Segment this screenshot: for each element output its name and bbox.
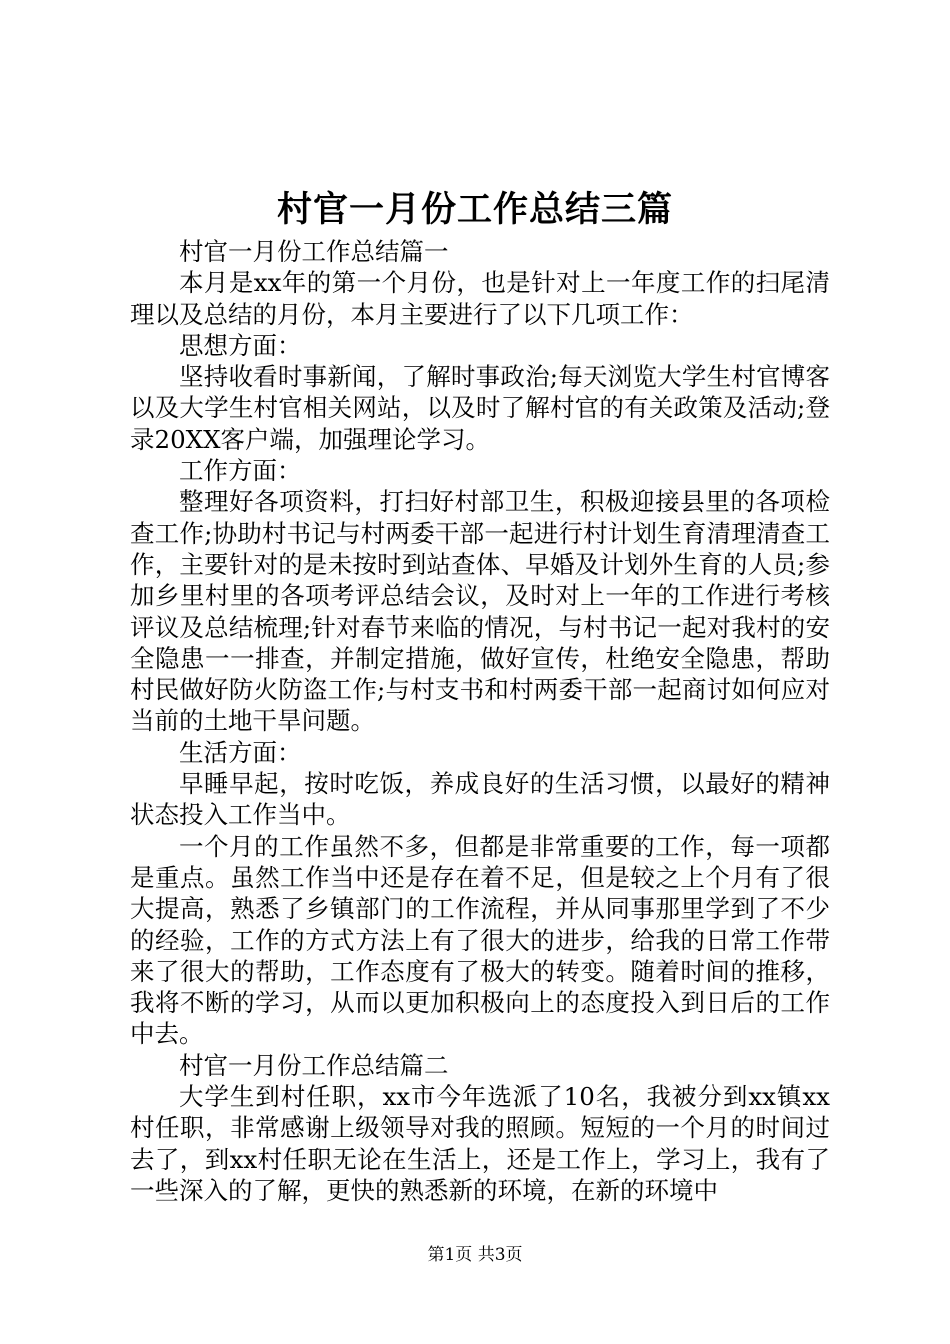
page-footer: 第1页 共3页: [427, 1245, 523, 1265]
paragraph: 本月是xx年的第一个月份，也是针对上一年度工作的扫尾清理以及总结的月份，本月主要进行了以下几项工作：: [130, 268, 830, 329]
paragraph: 早睡早起，按时吃饭，养成良好的生活习惯，以最好的精神状态投入工作当中。: [130, 769, 830, 830]
paragraph: 大学生到村任职，xx市今年选派了10名，我被分到xx镇xx村任职，非常感谢上级领导对我的照顾。短短的一个月的时间过去了，到xx村任职无论在生活上，还是工作上，学习上，我有了一些深入的了解，更快的熟悉新的环境，在新的环境中: [130, 1082, 830, 1205]
subheading-work: 工作方面：: [179, 456, 302, 486]
paragraph: 坚持收看时事新闻，了解时事政治;每天浏览大学生村官博客以及大学生村官相关网站，以及时了解村官的有关政策及活动;登录20XX客户端，加强理论学习。: [130, 362, 830, 454]
subheading-thought: 思想方面：: [179, 330, 302, 360]
section-heading-2: 村官一月份工作总结篇二: [179, 1050, 449, 1080]
subheading-life: 生活方面：: [179, 737, 302, 767]
paragraph: 整理好各项资料，打扫好村部卫生，积极迎接县里的各项检查工作;协助村书记与村两委干部一起进行村计划生育清理清查工作，主要针对的是未按时到站查体、早婚及计划外生育的人员;参加乡里村里的各项考评总结会议，及时对上一年的工作进行考核评议及总结梳理;针对春节来临的情况，与村书记一起对我村的安全隐患一一排查，并制定措施，做好宣传，杜绝安全隐患，帮助村民做好防火防盗工作;与村支书和村两委干部一起商讨如何应对当前的土地干旱问题。: [130, 487, 830, 736]
document-title: 村官一月份工作总结三篇: [276, 189, 673, 230]
document-body: [130, 236, 830, 1206]
section-heading-1: 村官一月份工作总结篇一: [179, 237, 449, 266]
paragraph: 一个月的工作虽然不多，但都是非常重要的工作，每一项都是重点。虽然工作当中还是存在着不足，但是较之上个月有了很大提高，熟悉了乡镇部门的工作流程，并从同事那里学到了不少的经验，工作的方式方法上有了很大的进步，给我的日常工作带来了很大的帮助，工作态度有了极大的转变。随着时间的推移，我将不断的学习，从而以更加积极向上的态度投入到日后的工作中去。: [130, 831, 830, 1049]
